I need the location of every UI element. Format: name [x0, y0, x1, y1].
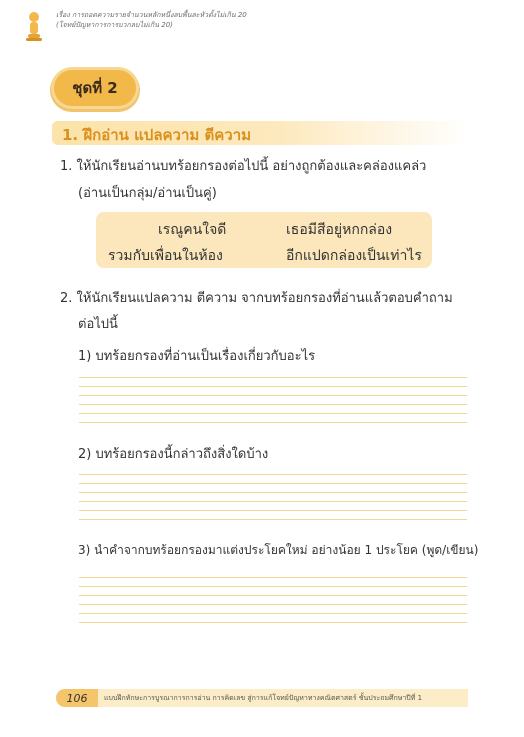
answer-line[interactable] [79, 404, 467, 405]
answer-line[interactable] [79, 483, 467, 484]
set-badge [54, 70, 136, 106]
logo-icon [24, 10, 44, 44]
answer-line[interactable] [79, 510, 467, 511]
question-3: 3) นำคำจากบทร้อยกรองมาแต่งประโยคใหม่ อย่างน้อย 1 ประโยค (พูด/เขียน) [78, 543, 479, 557]
answer-line[interactable] [79, 595, 467, 596]
answer-line[interactable] [79, 586, 467, 587]
header-line-2: (โจทย์ปัญหาการการบวกลบไม่เกิน 20) [56, 21, 173, 29]
instruction-2-line-2: ต่อไปนี้ [78, 317, 118, 332]
answer-line[interactable] [79, 413, 467, 414]
page-number-label: 106 [66, 691, 88, 705]
answer-line[interactable] [79, 613, 467, 614]
answer-line[interactable] [79, 474, 467, 475]
answer-line[interactable] [79, 422, 467, 423]
instruction-2-line-1: 2. ให้นักเรียนแปลความ ตีความ จากบทร้อยกรองที่อ่านแล้วตอบคำถาม [60, 291, 453, 306]
set-badge-label: ชุดที่ 2 [72, 79, 118, 97]
poem-line-2-right: อีกแปดกล่องเป็นเท่าไร [286, 248, 422, 264]
instruction-1-line-2: (อ่านเป็นกลุ่ม/อ่านเป็นคู่) [78, 186, 217, 201]
header-line-1: เรื่อง การถอดความรายจำนวนหลักหนึ่งลบพื้นละหัวตั้งไม่เกิน 20 [56, 11, 247, 19]
question-1: 1) บทร้อยกรองที่อ่านเป็นเรื่องเกี่ยวกับอะไร [78, 349, 316, 364]
answer-line[interactable] [79, 395, 467, 396]
answer-line[interactable] [79, 519, 467, 520]
answer-line[interactable] [79, 501, 467, 502]
answer-line[interactable] [79, 492, 467, 493]
poem-line-1-right: เธอมีสีอยู่หกกล่อง [286, 222, 393, 238]
instruction-1-line-1: 1. ให้นักเรียนอ่านบทร้อยกรองต่อไปนี้ อย่างถูกต้องและคล่องแคล่ว [60, 159, 427, 174]
answer-line[interactable] [79, 622, 467, 623]
header-text [56, 10, 247, 30]
answer-line[interactable] [79, 386, 467, 387]
poem-line-2-left: รวมกับเพื่อนในห้อง [108, 248, 223, 264]
footer-text: แบบฝึกทักษะการบูรณาการการอ่าน การคิดเลข สู่การแก้โจทย์ปัญหาทางคณิตศาสตร์ ชั้นประถมศึกษาปีที่ 1 [104, 694, 423, 702]
question-2: 2) บทร้อยกรองนี้กล่าวถึงสิ่งใดบ้าง [78, 447, 269, 462]
answer-line[interactable] [79, 577, 467, 578]
poem-line-1-left: เรณูคนใจดี [158, 222, 227, 238]
section-title: 1. ฝึกอ่าน แปลความ ตีความ [62, 126, 252, 144]
answer-line[interactable] [79, 604, 467, 605]
page-number [56, 689, 98, 707]
answer-line[interactable] [79, 377, 467, 378]
